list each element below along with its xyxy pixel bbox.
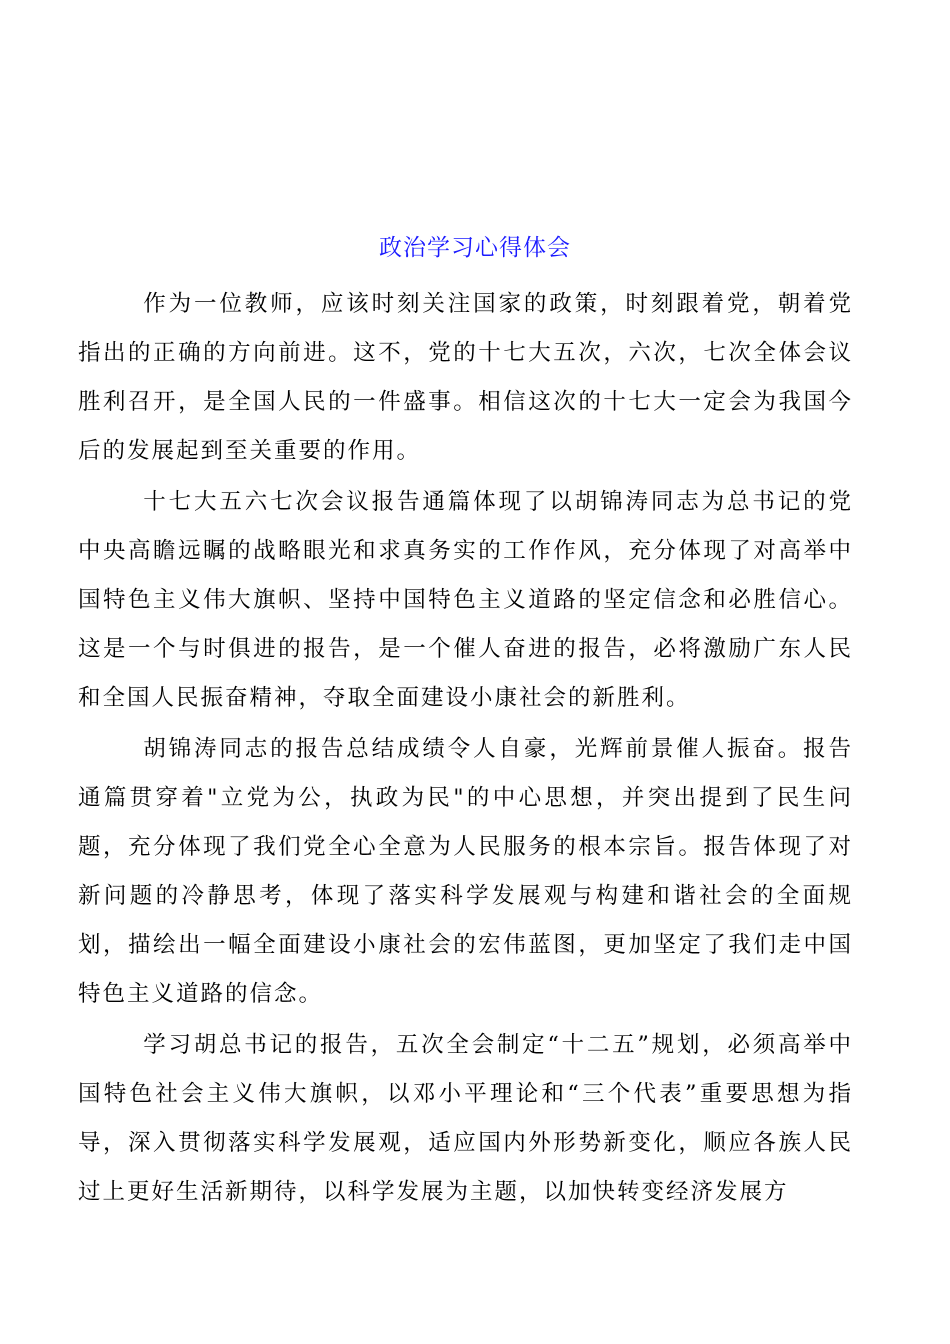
paragraph-3: 胡锦涛同志的报告总结成绩令人自豪，光辉前景催人振奋。报告通篇贯穿着"立党为公，执政为民"的中心思想，并突出提到了民生问题，充分体现了我们党全心全意为人民服务的根本宗旨。报告体现了对新问题的冷静思考，体现了落实科学发展观与构建和谐社会的全面规划，描绘出一幅全面建设小康社会的宏伟蓝图，更加坚定了我们走中国特色主义道路的信念。 <box>78 736 853 1007</box>
document-body <box>78 280 853 1219</box>
paragraph-4: 学习胡总书记的报告，五次全会制定“十二五”规划，必须高举中国特色社会主义伟大旗帜，以邓小平理论和“三个代表”重要思想为指导，深入贯彻落实科学发展观，适应国内外形势新变化，顺应各族人民过上更好生活新期待，以科学发展为主题，以加快转变经济发展方 <box>78 1032 853 1205</box>
paragraph-1: 作为一位教师，应该时刻关注国家的政策，时刻跟着党，朝着党指出的正确的方向前进。这不，党的十七大五次，六次，七次全体会议胜利召开，是全国人民的一件盛事。相信这次的十七大一定会为我国今后的发展起到至关重要的作用。 <box>78 291 853 464</box>
document-title: 政治学习心得体会 <box>379 235 571 261</box>
paragraph-2: 十七大五六七次会议报告通篇体现了以胡锦涛同志为总书记的党中央高瞻远瞩的战略眼光和求真务实的工作作风，充分体现了对高举中国特色主义伟大旗帜、坚持中国特色主义道路的坚定信念和必胜信心。这是一个与时俱进的报告，是一个催人奋进的报告，必将激励广东人民和全国人民振奋精神，夺取全面建设小康社会的新胜利。 <box>78 489 853 711</box>
